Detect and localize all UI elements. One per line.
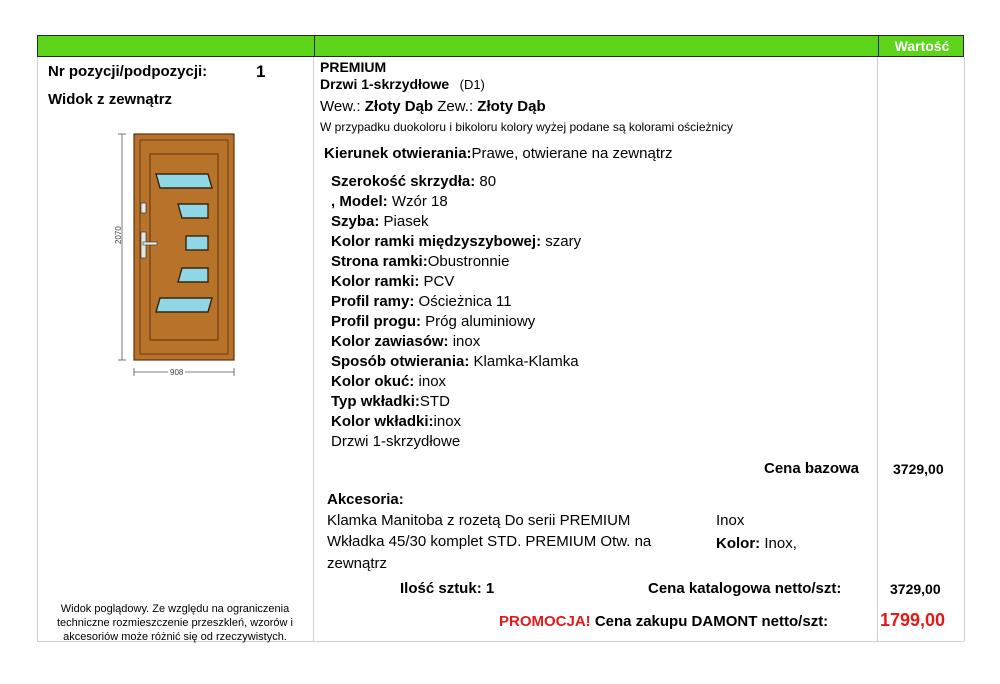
grid-line bbox=[964, 57, 965, 641]
spec-row: Drzwi 1-skrzydłowe bbox=[331, 433, 461, 450]
accessory-item: Klamka Manitoba z rozetą Do serii PREMIUM bbox=[327, 512, 631, 529]
product-colors bbox=[320, 98, 546, 115]
grid-line bbox=[313, 57, 314, 641]
value-column-header: Wartość bbox=[894, 38, 950, 54]
accessory-item-cont: zewnątrz bbox=[327, 555, 388, 572]
promo-line bbox=[499, 613, 828, 630]
outer-color-label: Zew.: bbox=[437, 98, 474, 115]
view-label: Widok z zewnątrz bbox=[48, 91, 173, 108]
product-name-line bbox=[320, 76, 485, 94]
disclaimer-line: akcesoriów może różnić się od rzeczywistych. bbox=[63, 631, 287, 643]
door-height-dimension: 2070 bbox=[114, 226, 123, 244]
catalog-price-label: Cena katalogowa netto/szt: bbox=[648, 580, 842, 597]
grid-line bbox=[877, 57, 878, 641]
promo-tag: PROMOCJA! bbox=[499, 613, 591, 630]
spec-row: Kolor okuć: inox bbox=[331, 373, 447, 390]
product-code: (D1) bbox=[459, 77, 485, 92]
promo-price-value: 1799,00 bbox=[880, 610, 946, 630]
position-label: Nr pozycji/podpozycji: bbox=[48, 63, 208, 80]
spec-row: Szerokość skrzydła: 80 bbox=[331, 173, 497, 190]
accessory-color: Inox bbox=[716, 512, 745, 529]
door-width-dimension: 908 bbox=[170, 368, 184, 377]
base-price-label: Cena bazowa bbox=[764, 460, 860, 477]
accessory-item: Wkładka 45/30 komplet STD. PREMIUM Otw. na bbox=[327, 533, 652, 550]
position-number: 1 bbox=[256, 62, 266, 81]
disclaimer bbox=[40, 602, 310, 644]
spec-row: Typ wkładki:STD bbox=[331, 393, 450, 410]
spec-row: Kolor wkładki:inox bbox=[331, 413, 462, 430]
spec-row: Sposób otwierania: Klamka-Klamka bbox=[331, 353, 579, 370]
product-series: PREMIUM bbox=[320, 59, 387, 75]
color-note: W przypadku duokoloru i bikoloru kolory wyżej podane są kolorami ościeżnicy bbox=[320, 120, 733, 134]
spec-row: Szyba: Piasek bbox=[331, 213, 429, 230]
spec-row: Kolor zawiasów: inox bbox=[331, 333, 481, 350]
opening-direction bbox=[324, 145, 672, 162]
spec-row: Kolor ramki: PCV bbox=[331, 273, 455, 290]
spec-row: Profil progu: Próg aluminiowy bbox=[331, 313, 536, 330]
product-name: Drzwi 1-skrzydłowe bbox=[320, 76, 450, 92]
disclaimer-line: techniczne rozmieszczenie przeszkleń, wzorów i bbox=[57, 617, 293, 629]
accessory-color: Kolor: Inox, bbox=[716, 535, 797, 552]
promo-label: Cena zakupu DAMONT netto/szt: bbox=[594, 613, 829, 630]
accessories-title: Akcesoria: bbox=[327, 491, 404, 508]
catalog-price-value: 3729,00 bbox=[890, 581, 941, 597]
door-drawing bbox=[110, 128, 242, 380]
spec-row: Strona ramki:Obustronnie bbox=[331, 253, 510, 270]
table-header-bar bbox=[37, 35, 964, 57]
spec-row: Profil ramy: Ościeżnica 11 bbox=[331, 293, 512, 310]
direction-value: Prawe, otwierane na zewnątrz bbox=[471, 145, 673, 162]
base-price-value: 3729,00 bbox=[893, 461, 944, 477]
disclaimer-line: Widok poglądowy. Ze względu na ograniczenia bbox=[60, 603, 290, 615]
header-divider bbox=[314, 36, 315, 56]
grid-line bbox=[37, 57, 38, 641]
direction-label: Kierunek otwierania: bbox=[324, 145, 472, 162]
spec-row: Kolor ramki międzyszybowej: szary bbox=[331, 233, 582, 250]
inner-color-value: Złoty Dąb bbox=[364, 98, 434, 115]
outer-color-value: Złoty Dąb bbox=[477, 98, 546, 115]
inner-color-label: Wew.: bbox=[320, 98, 361, 115]
spec-row: , Model: Wzór 18 bbox=[331, 193, 448, 210]
quantity: Ilość sztuk: 1 bbox=[400, 580, 495, 597]
